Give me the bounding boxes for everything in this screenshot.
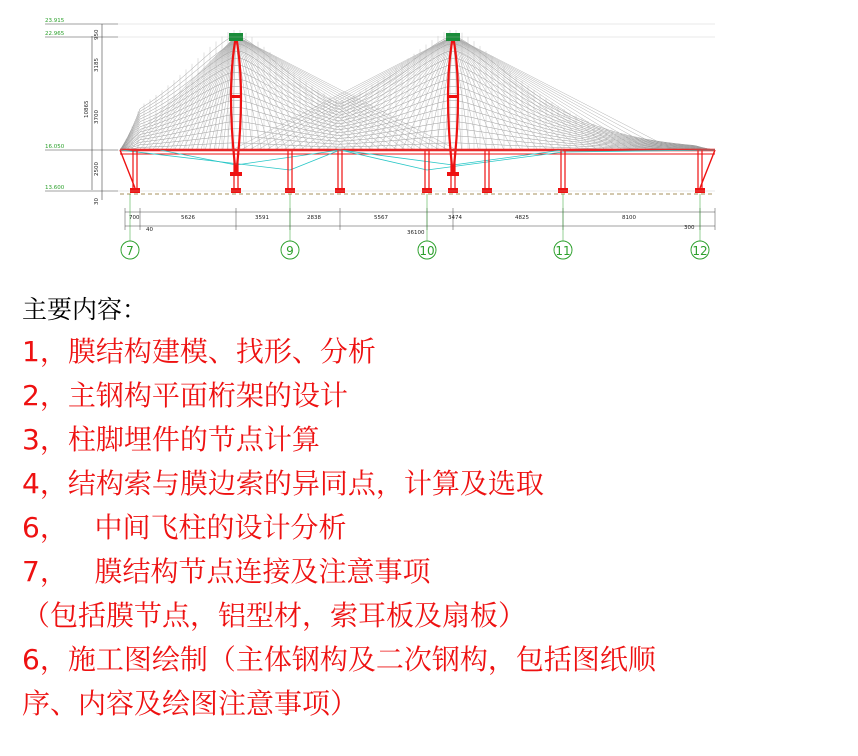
- membrane-radial: [126, 36, 236, 150]
- membrane-contour: [120, 129, 712, 150]
- membrane-radial: [236, 36, 440, 150]
- column-base: [335, 188, 345, 193]
- horizontal-dim-text: 5567: [374, 215, 388, 221]
- axis-bubble: [418, 241, 436, 259]
- mast-base: [230, 172, 242, 176]
- axis-bubble: [691, 241, 709, 259]
- elevation-label: 13.600: [45, 185, 65, 191]
- list-item: 序、内容及绘图注意事项）: [22, 687, 359, 720]
- bracing-cable: [120, 150, 290, 170]
- vertical-dim-text: 2500: [94, 162, 100, 176]
- membrane-radial: [334, 36, 453, 150]
- membrane-radial: [453, 36, 572, 150]
- svg-text:10: 10: [419, 244, 435, 258]
- elevation-label: 23.915: [45, 18, 65, 24]
- svg-text:7: 7: [126, 244, 134, 258]
- horizontal-dim-text: 3591: [255, 215, 269, 221]
- svg-text:12: 12: [692, 244, 708, 258]
- membrane-radial: [453, 36, 615, 150]
- bracing-cable: [290, 150, 340, 170]
- horizontal-dim-text: 700: [129, 215, 140, 221]
- membrane-radial: [453, 36, 632, 150]
- membrane-radial: [453, 36, 530, 150]
- membrane-radial: [453, 36, 547, 150]
- membrane-radial: [453, 36, 666, 150]
- column-base: [558, 188, 568, 193]
- mast-ring: [230, 95, 242, 98]
- column-base: [285, 188, 295, 193]
- membrane-structure-elevation-drawing: [0, 0, 858, 280]
- horizontal-dim-text: 2838: [307, 215, 321, 221]
- vertical-dim-text: 10865: [84, 100, 90, 118]
- column-base: [231, 188, 241, 193]
- membrane-radial: [174, 36, 236, 150]
- membrane-mesh: [120, 30, 714, 150]
- bracing-cable: [427, 152, 563, 170]
- total-dim-text: 300: [684, 225, 695, 231]
- svg-text:11: 11: [555, 244, 571, 258]
- content-list: [22, 330, 852, 726]
- mast-base: [447, 172, 459, 176]
- axis-bubble: [554, 241, 572, 259]
- membrane-radial: [453, 36, 657, 150]
- membrane-contour: [120, 101, 712, 150]
- membrane-radial: [152, 36, 236, 150]
- list-item: 6， 中间飞柱的设计分析: [22, 511, 347, 544]
- column-base: [695, 188, 705, 193]
- membrane-radial: [300, 36, 453, 150]
- elevation-label: 22.965: [45, 31, 65, 37]
- content-section: [22, 292, 852, 726]
- total-dim-text: 40: [146, 227, 153, 233]
- column-base: [422, 188, 432, 193]
- list-item: 6，施工图绘制（主体钢构及二次钢构，包括图纸顺: [22, 643, 656, 676]
- total-dim-text: 36100: [407, 230, 425, 236]
- membrane-radial: [122, 36, 236, 150]
- list-item: 7， 膜结构节点连接及注意事项: [22, 555, 431, 588]
- bracing-cable: [453, 150, 563, 165]
- horizontal-dim-text: 3474: [448, 215, 462, 221]
- mast-ring: [447, 95, 459, 98]
- bracing-cable: [160, 150, 236, 165]
- membrane-radial: [241, 36, 454, 150]
- membrane-radial: [385, 36, 453, 150]
- content-heading: 主要内容：: [22, 295, 148, 324]
- list-item: 2，主钢构平面桁架的设计: [22, 379, 348, 412]
- elevation-label: 16.050: [45, 144, 65, 150]
- horizontal-dim-text: 8100: [622, 215, 636, 221]
- vertical-dim-text: 950: [94, 29, 100, 40]
- membrane-contour: [120, 94, 712, 151]
- horizontal-dim-text: 4825: [515, 215, 529, 221]
- membrane-radial: [157, 36, 236, 150]
- membrane-radial: [360, 36, 454, 150]
- column-base: [130, 188, 140, 193]
- membrane-radial: [166, 36, 236, 150]
- vertical-dim-text: 30: [94, 198, 100, 205]
- membrane-radial: [453, 36, 589, 150]
- list-item: （包括膜节点，铝型材，索耳板及扇板）: [22, 599, 527, 632]
- membrane-contour: [120, 37, 712, 150]
- column-base: [448, 188, 458, 193]
- axis-bubble: [281, 241, 299, 259]
- membrane-radial: [317, 36, 453, 150]
- list-item: 3，柱脚埋件的节点计算: [22, 423, 320, 456]
- axis-bubble: [121, 241, 139, 259]
- membrane-radial: [326, 36, 454, 150]
- list-item: 4，结构索与膜边索的异同点，计算及选取: [22, 467, 544, 500]
- vertical-dim-text: 3185: [94, 58, 100, 72]
- svg-text:9: 9: [286, 244, 294, 258]
- membrane-radial: [249, 36, 453, 150]
- membrane-radial: [275, 36, 454, 150]
- list-item: 1，膜结构建模、找形、分析: [22, 335, 376, 368]
- vertical-dim-text: 3700: [94, 110, 100, 124]
- column-base: [482, 188, 492, 193]
- membrane-radial: [130, 36, 236, 150]
- horizontal-dim-text: 5626: [181, 215, 195, 221]
